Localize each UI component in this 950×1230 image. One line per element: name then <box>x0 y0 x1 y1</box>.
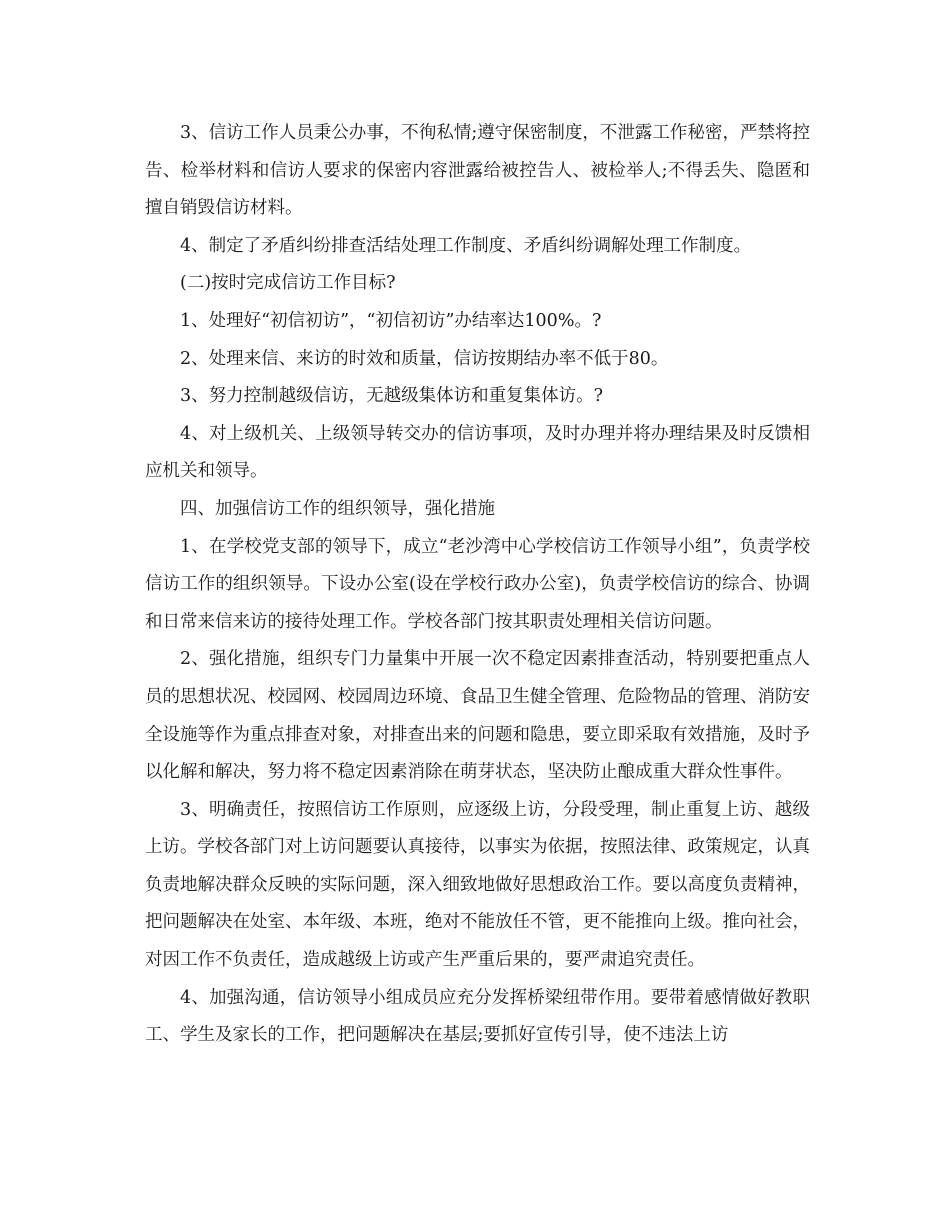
paragraph-leadership-1: 1、在学校党支部的领导下，成立“老沙湾中心学校信访工作领导小组”，负责学校信访工作的组织领导。下设办公室(设在学校行政办公室)，负责学校信访的综合、协调和日常来信来访的接待处理工作。学校各部门按其职责处理相关信访问题。 <box>145 536 810 632</box>
paragraph-leadership-4: 4、加强沟通，信访领导小组成员应充分发挥桥梁纽带作用。要带着感情做好教职工、学生及家长的工作，把问题解决在基层;要抓好宣传引导，使不违法上访 <box>145 987 810 1046</box>
section-heading-leadership: 四、加强信访工作的组织领导，强化措施 <box>180 498 495 519</box>
section-heading-goals: (二)按时完成信访工作目标? <box>180 273 396 294</box>
paragraph-leadership-3: 3、明确责任，按照信访工作原则，应逐级上访，分段受理，制止重复上访、越级上访。学校各部门对上访问题要认真接待，以事实为依据，按照法律、政策规定，认真负责地解决群众反映的实际问题，深入细致地做好思想政治工作。要以高度负责精神，把问题解决在处室、本年级、本班，绝对不能放任不管，更不能推向上级。推向社会，对因工作不负责任，造成越级上访或产生严重后果的，要严肃追究责任。 <box>145 799 810 971</box>
paragraph-leadership-2: 2、强化措施，组织专门力量集中开展一次不稳定因素排查活动，特别要把重点人员的思想状况、校园网、校园周边环境、食品卫生健全管理、危险物品的管理、消防安全设施等作为重点排查对象，对排查出来的问题和隐患，要立即采取有效措施，及时予以化解和解决，努力将不稳定因素消除在萌芽状态，坚决防止酿成重大群众性事件。 <box>145 649 810 783</box>
document-body <box>145 115 810 1055</box>
paragraph-goal-4: 4、对上级机关、上级领导转交办的信访事项，及时办理并将办理结果及时反馈相应机关和领导。 <box>145 423 810 482</box>
paragraph-dispute-system: 4、制定了矛盾纠纷排查活结处理工作制度、矛盾纠纷调解处理工作制度。 <box>180 235 752 256</box>
paragraph-goal-1: 1、处理好“初信初访”，“初信初访”办结率达100%。? <box>180 310 602 331</box>
paragraph-confidentiality: 3、信访工作人员秉公办事，不徇私情;遵守保密制度，不泄露工作秘密，严禁将控告、检举材料和信访人要求的保密内容泄露给被控告人、被检举人;不得丢失、隐匿和擅自销毁信访材料。 <box>145 123 810 219</box>
paragraph-goal-3: 3、努力控制越级信访，无越级集体访和重复集体访。? <box>180 386 604 407</box>
paragraph-goal-2: 2、处理来信、来访的时效和质量，信访按期结办率不低于80。 <box>180 348 669 369</box>
